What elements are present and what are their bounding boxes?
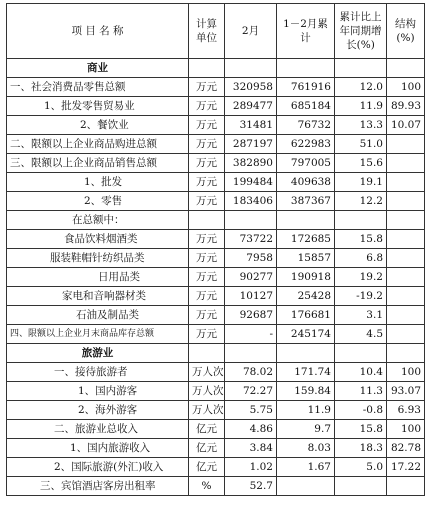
- cell-cumulative: [277, 211, 335, 230]
- table-header-row: [7, 4, 425, 59]
- cell-name: 三、宾馆酒店客房出租率: [7, 477, 189, 496]
- cell-share: [387, 477, 425, 496]
- cell-cumulative: 685184: [277, 97, 335, 116]
- cell-share: 100: [387, 420, 425, 439]
- cell-share: [387, 249, 425, 268]
- cell-cumulative: 15857: [277, 249, 335, 268]
- cell-share: [387, 59, 425, 78]
- table-row: [7, 420, 425, 439]
- cell-feb: 31481: [225, 116, 277, 135]
- cell-cumulative: 245174: [277, 325, 335, 344]
- table-row: [7, 344, 425, 363]
- cell-growth: 3.1: [335, 306, 387, 325]
- cell-growth: -19.2: [335, 287, 387, 306]
- cell-unit: 万人次: [189, 363, 225, 382]
- cell-growth: 6.8: [335, 249, 387, 268]
- cell-feb: 78.02: [225, 363, 277, 382]
- cell-name: 四、限额以上企业月末商品库存总额: [7, 325, 189, 344]
- cell-name: 食品饮料烟酒类: [7, 230, 189, 249]
- cell-growth: 5.0: [335, 458, 387, 477]
- cell-cumulative: 387367: [277, 192, 335, 211]
- cell-unit: 万元: [189, 116, 225, 135]
- cell-feb: 5.75: [225, 401, 277, 420]
- cell-cumulative: 1.67: [277, 458, 335, 477]
- table-row: [7, 287, 425, 306]
- cell-feb: 287197: [225, 135, 277, 154]
- cell-name: 一、接待旅游者: [7, 363, 189, 382]
- cell-growth: 18.3: [335, 439, 387, 458]
- cell-name: 三、限额以上企业商品销售总额: [7, 154, 189, 173]
- cell-unit: 万元: [189, 268, 225, 287]
- cell-growth: 12.0: [335, 78, 387, 97]
- cell-cumulative: [277, 477, 335, 496]
- table-row: [7, 173, 425, 192]
- cell-cumulative: 25428: [277, 287, 335, 306]
- cell-growth: 15.6: [335, 154, 387, 173]
- cell-cumulative: 76732: [277, 116, 335, 135]
- table-row: [7, 154, 425, 173]
- cell-feb: 52.7: [225, 477, 277, 496]
- cell-unit: 亿元: [189, 458, 225, 477]
- statistics-table: [6, 3, 425, 496]
- cell-name: 家电和音响器材类: [7, 287, 189, 306]
- cell-share: 17.22: [387, 458, 425, 477]
- cell-unit: 万元: [189, 135, 225, 154]
- table-row: [7, 249, 425, 268]
- cell-share: [387, 268, 425, 287]
- cell-name: 2、海外游客: [7, 401, 189, 420]
- header-share: 结构(%): [387, 4, 425, 59]
- cell-growth: [335, 211, 387, 230]
- cell-name: 二、旅游业总收入: [7, 420, 189, 439]
- cell-growth: 12.2: [335, 192, 387, 211]
- cell-unit: 万元: [189, 306, 225, 325]
- cell-name: 商业: [7, 59, 189, 78]
- cell-name: 2、零售: [7, 192, 189, 211]
- cell-unit: 万元: [189, 287, 225, 306]
- cell-cumulative: 761916: [277, 78, 335, 97]
- cell-name: 1、批发: [7, 173, 189, 192]
- cell-feb: 183406: [225, 192, 277, 211]
- header-name: 项 目 名 称: [7, 4, 189, 59]
- table-body: [7, 59, 425, 496]
- cell-feb: 4.86: [225, 420, 277, 439]
- cell-share: [387, 287, 425, 306]
- cell-feb: 72.27: [225, 382, 277, 401]
- cell-name: 服装鞋帽针纺织品类: [7, 249, 189, 268]
- table-row: [7, 135, 425, 154]
- cell-cumulative: 797005: [277, 154, 335, 173]
- cell-growth: 10.4: [335, 363, 387, 382]
- header-cumulative: 1－2月累计: [277, 4, 335, 59]
- table-row: [7, 211, 425, 230]
- cell-unit: 万元: [189, 97, 225, 116]
- cell-unit: 万元: [189, 173, 225, 192]
- cell-cumulative: 190918: [277, 268, 335, 287]
- cell-feb: 3.84: [225, 439, 277, 458]
- cell-feb: [225, 344, 277, 363]
- cell-cumulative: 409638: [277, 173, 335, 192]
- cell-feb: 382890: [225, 154, 277, 173]
- cell-growth: 11.9: [335, 97, 387, 116]
- cell-share: 100: [387, 78, 425, 97]
- table-row: [7, 439, 425, 458]
- cell-name: 1、国内游客: [7, 382, 189, 401]
- cell-cumulative: 159.84: [277, 382, 335, 401]
- cell-share: 93.07: [387, 382, 425, 401]
- cell-unit: %: [189, 477, 225, 496]
- cell-feb: 1.02: [225, 458, 277, 477]
- cell-cumulative: 9.7: [277, 420, 335, 439]
- cell-growth: -0.8: [335, 401, 387, 420]
- cell-unit: 万人次: [189, 382, 225, 401]
- table-row: [7, 230, 425, 249]
- cell-unit: 万元: [189, 192, 225, 211]
- cell-name: 在总额中：: [7, 211, 189, 230]
- cell-growth: 15.8: [335, 420, 387, 439]
- cell-feb: [225, 59, 277, 78]
- cell-cumulative: 8.03: [277, 439, 335, 458]
- cell-unit: [189, 211, 225, 230]
- cell-share: [387, 344, 425, 363]
- table-row: [7, 363, 425, 382]
- cell-feb: -: [225, 325, 277, 344]
- cell-unit: [189, 59, 225, 78]
- cell-unit: 万人次: [189, 401, 225, 420]
- cell-growth: [335, 59, 387, 78]
- cell-name: 2、餐饮业: [7, 116, 189, 135]
- cell-name: 1、国内旅游收入: [7, 439, 189, 458]
- cell-share: 100: [387, 363, 425, 382]
- table-row: [7, 306, 425, 325]
- cell-name: 石油及制品类: [7, 306, 189, 325]
- cell-share: [387, 135, 425, 154]
- cell-share: 82.78: [387, 439, 425, 458]
- cell-cumulative: 172685: [277, 230, 335, 249]
- cell-unit: [189, 344, 225, 363]
- header-feb: 2月: [225, 4, 277, 59]
- cell-cumulative: 171.74: [277, 363, 335, 382]
- cell-growth: 15.8: [335, 230, 387, 249]
- cell-unit: 亿元: [189, 439, 225, 458]
- table-row: [7, 78, 425, 97]
- header-growth: 累计比上年同期增长(%): [335, 4, 387, 59]
- cell-share: [387, 192, 425, 211]
- table-row: [7, 59, 425, 78]
- cell-cumulative: 622983: [277, 135, 335, 154]
- cell-feb: 10127: [225, 287, 277, 306]
- table-row: [7, 116, 425, 135]
- cell-share: [387, 230, 425, 249]
- cell-share: [387, 306, 425, 325]
- cell-share: 10.07: [387, 116, 425, 135]
- cell-unit: 万元: [189, 78, 225, 97]
- cell-feb: 289477: [225, 97, 277, 116]
- cell-feb: [225, 211, 277, 230]
- cell-growth: [335, 344, 387, 363]
- cell-share: [387, 173, 425, 192]
- cell-name: 日用品类: [7, 268, 189, 287]
- header-unit: 计算单位: [189, 4, 225, 59]
- table-row: [7, 382, 425, 401]
- cell-feb: 90277: [225, 268, 277, 287]
- cell-unit: 万元: [189, 249, 225, 268]
- cell-cumulative: [277, 59, 335, 78]
- cell-growth: 11.3: [335, 382, 387, 401]
- cell-unit: 万元: [189, 325, 225, 344]
- cell-feb: 73722: [225, 230, 277, 249]
- cell-feb: 199484: [225, 173, 277, 192]
- table-row: [7, 192, 425, 211]
- cell-cumulative: 176681: [277, 306, 335, 325]
- table-row: [7, 325, 425, 344]
- cell-unit: 亿元: [189, 420, 225, 439]
- cell-growth: 4.5: [335, 325, 387, 344]
- cell-cumulative: 11.9: [277, 401, 335, 420]
- cell-feb: 320958: [225, 78, 277, 97]
- cell-growth: 19.2: [335, 268, 387, 287]
- cell-share: [387, 154, 425, 173]
- table-row: [7, 401, 425, 420]
- cell-share: 6.93: [387, 401, 425, 420]
- cell-cumulative: [277, 344, 335, 363]
- cell-share: 89.93: [387, 97, 425, 116]
- cell-growth: 19.1: [335, 173, 387, 192]
- cell-name: 1、批发零售贸易业: [7, 97, 189, 116]
- cell-name: 一、社会消费品零售总额: [7, 78, 189, 97]
- table-row: [7, 97, 425, 116]
- table-row: [7, 268, 425, 287]
- table-row: [7, 477, 425, 496]
- cell-growth: 51.0: [335, 135, 387, 154]
- cell-feb: 92687: [225, 306, 277, 325]
- cell-share: [387, 211, 425, 230]
- cell-name: 旅游业: [7, 344, 189, 363]
- cell-growth: [335, 477, 387, 496]
- cell-name: 二、限额以上企业商品购进总额: [7, 135, 189, 154]
- cell-feb: 7958: [225, 249, 277, 268]
- cell-unit: 万元: [189, 230, 225, 249]
- cell-unit: 万元: [189, 154, 225, 173]
- cell-growth: 13.3: [335, 116, 387, 135]
- table-row: [7, 458, 425, 477]
- cell-name: 2、国际旅游(外汇)收入: [7, 458, 189, 477]
- cell-share: [387, 325, 425, 344]
